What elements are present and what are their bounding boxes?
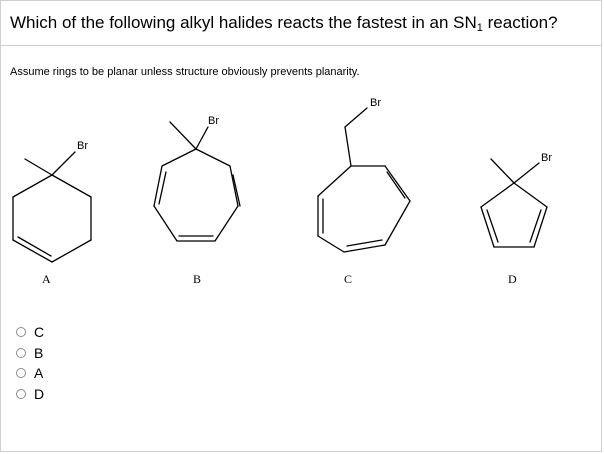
answer-option-b[interactable] [16, 343, 44, 364]
structure-c-bond [385, 166, 410, 201]
radio-button[interactable] [16, 327, 26, 337]
answer-option-a[interactable] [16, 363, 44, 384]
question-subscript: 1 [476, 22, 483, 34]
structure-b-bond [154, 206, 177, 241]
structure-b-bond [162, 149, 196, 166]
structure-a-letter: A [42, 272, 51, 286]
structure-d-double-bond [487, 210, 498, 242]
structure-a-br-label: Br [77, 140, 88, 152]
structure-b-cbr-bond [196, 127, 208, 149]
structure-c-bond [318, 236, 344, 252]
question-text-end: reaction? [482, 13, 558, 32]
structure-a-bond [52, 240, 91, 262]
structure-c-bond [385, 201, 410, 245]
answer-option-label[interactable]: D [34, 385, 45, 402]
radio-button[interactable] [16, 389, 26, 399]
structure-d-methyl [491, 159, 514, 183]
answer-option-d[interactable] [16, 384, 44, 405]
structure-b-bond [196, 149, 230, 166]
structure-d-letter: D [508, 272, 517, 286]
structure-c-bond [318, 166, 351, 196]
structure-d-cbr-bond [514, 163, 539, 183]
structure-d-br-label: Br [541, 152, 552, 164]
structure-d-bond [481, 183, 514, 207]
structure-a-bond [13, 240, 52, 262]
structure-a [13, 152, 91, 262]
structure-c-double-bond [347, 240, 382, 246]
structure-c [318, 108, 410, 252]
structure-b-letter: B [193, 272, 202, 286]
structure-b-methyl [170, 122, 196, 149]
answer-option-label[interactable]: A [34, 365, 44, 382]
answer-option-c[interactable] [16, 322, 44, 343]
structure-b-bond [154, 166, 162, 206]
structure-c-double-bond [387, 172, 405, 198]
structure-c-br-label: Br [370, 97, 381, 109]
answer-option-label[interactable]: C [34, 324, 45, 341]
structure-d-bond [514, 183, 547, 207]
structure-d-double-bond [530, 210, 541, 242]
structure-d [481, 159, 547, 247]
structure-b-bond [230, 166, 238, 206]
structure-a-bond [13, 175, 52, 197]
structure-b-br-label: Br [208, 115, 219, 127]
structure-c-letter: C [344, 272, 353, 286]
structure-b [154, 122, 240, 241]
structure-c-cbr-bond [345, 108, 367, 127]
structure-c-ch2-bond [345, 127, 351, 166]
structure-a-cbr-bond [52, 152, 75, 175]
radio-button[interactable] [16, 368, 26, 378]
structure-b-bond [215, 206, 238, 241]
structure-a-methyl [25, 159, 52, 175]
structure-a-double-bond [18, 237, 51, 256]
answer-options [16, 322, 44, 404]
radio-button[interactable] [16, 348, 26, 358]
planarity-note: Assume rings to be planar unless structure obviously prevents planarity. [10, 66, 360, 78]
structure-a-bond [52, 175, 91, 197]
question-text-main: Which of the following alkyl halides reacts the fastest in an SN [10, 13, 477, 32]
answer-option-label[interactable]: B [34, 344, 44, 361]
